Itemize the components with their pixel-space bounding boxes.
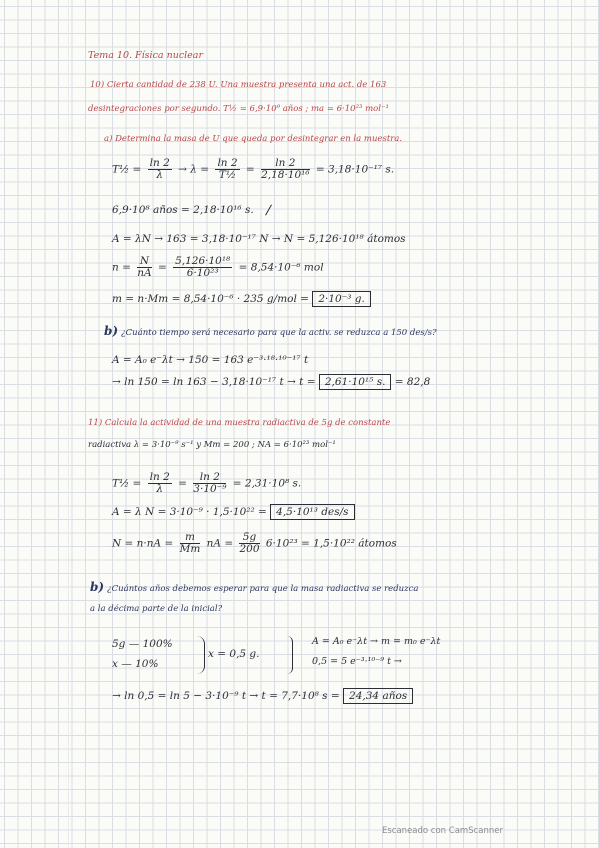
scanner-watermark: Escaneado con CamScanner bbox=[382, 826, 503, 836]
problem-10-intro-1: 10) Cierta cantidad de 238 U. Una muestra presenta una act. de 163 bbox=[90, 80, 387, 90]
p11-eq-activity: A = λ N = 3·10⁻⁹ · 1,5·10²² = 4,5·10¹³ des/s bbox=[112, 506, 355, 518]
hand-tick-mark bbox=[265, 205, 272, 216]
p11-eq-decay-law: A = A₀ e⁻λt → m = m₀ e⁻λt bbox=[312, 636, 441, 647]
p11-rule-result: x = 0,5 g. bbox=[208, 648, 260, 660]
p10-answer-mass: 2·10⁻³ g. bbox=[312, 291, 371, 307]
problem-10-intro-2: desintegraciones por segundo. T½ = 6,9·10⁹ años ; ma = 6·10²³ mol⁻¹ bbox=[88, 104, 389, 114]
p10-eq-decay-law: A = A₀ e⁻λt → 150 = 163 e⁻³·¹⁸·¹⁰⁻¹⁷ t bbox=[112, 354, 309, 366]
problem-10-part-a: a) Determina la masa de U que queda por desintegrar en la muestra. bbox=[104, 134, 403, 144]
problem-11-intro-1: 11) Calcula la actividad de una muestra radiactiva de 5g de constante bbox=[88, 418, 391, 428]
p11-rule-of-three-1: 5g — 100% bbox=[112, 638, 173, 650]
p11-eq-half-life: T½ = $\frac{\ln 2}{\lambda}$ = $\frac{\ln 2}{\text{3·10⁻⁹}}$ = 2,31·10⁸ s. bbox=[112, 471, 302, 495]
problem-11-intro-2: radiactiva λ = 3·10⁻⁹ s⁻¹ y Mm = 200 ; NA = 6·10²³ mol⁻¹ bbox=[88, 440, 336, 450]
p10-eq-moles: n = $\frac{N}{nA}$ = $\frac{\text{5,126·10¹⁸}}{\text{6·10²³}}$ = 8,54·10⁻⁶ mol bbox=[112, 255, 324, 279]
p10-answer-time: 2,61·10¹⁵ s. bbox=[319, 374, 392, 390]
page-margin-line bbox=[68, 0, 69, 848]
p11-eq-substitution: 0,5 = 5 e⁻³·¹⁰⁻⁹ t → bbox=[312, 656, 402, 667]
problem-10-part-b: b) ¿Cuánto tiempo será necesario para que la activ. se reduzca a 150 des/s? bbox=[104, 324, 437, 338]
rule-brace bbox=[196, 636, 205, 674]
p10-eq-time: → ln 150 = ln 163 − 3,18·10⁻¹⁷ t → t = 2,61·10¹⁵ s. = 82,8 bbox=[112, 376, 431, 388]
p10-eq-conversion: 6,9·10⁸ años = 2,18·10¹⁶ s. bbox=[112, 204, 254, 216]
page-title: Tema 10. Física nuclear bbox=[88, 50, 204, 61]
p10-eq-atoms: A = λN → 163 = 3,18·10⁻¹⁷ N → N = 5,126·10¹⁸ átomos bbox=[112, 233, 406, 245]
p11-eq-time: → ln 0,5 = ln 5 − 3·10⁻⁹ t → t = 7,7·10⁸ s = 24,34 años bbox=[112, 690, 413, 702]
p11-eq-atoms: N = n·nA = $\frac{m}{Mm}$ nA = $\frac{5g}{200}$ 6·10²³ = 1,5·10²² átomos bbox=[112, 531, 397, 555]
problem-11-part-b-line-2: a la décima parte de la inicial? bbox=[90, 604, 223, 614]
p10-eq-mass: m = n·Mm = 8,54·10⁻⁶ · 235 g/mol = 2·10⁻³ g. bbox=[112, 293, 371, 305]
p11-rule-of-three-2: x — 10% bbox=[112, 658, 159, 670]
p10-eq-half-life: T½ = $\frac{\ln 2}{\lambda}$ → λ = $\frac{\ln 2}{\text{T½}}$ = $\frac{\ln 2}{\text{2,18·10¹⁶}}$ = 3,18·10⁻¹⁷ s. bbox=[112, 157, 395, 181]
p11-answer-years: 24,34 años bbox=[343, 688, 413, 704]
p11-answer-activity: 4,5·10¹³ des/s bbox=[270, 504, 354, 520]
problem-11-part-b: b) ¿Cuántos años debemos esperar para que la masa radiactiva se reduzca bbox=[90, 580, 419, 594]
equations-brace bbox=[286, 636, 293, 674]
